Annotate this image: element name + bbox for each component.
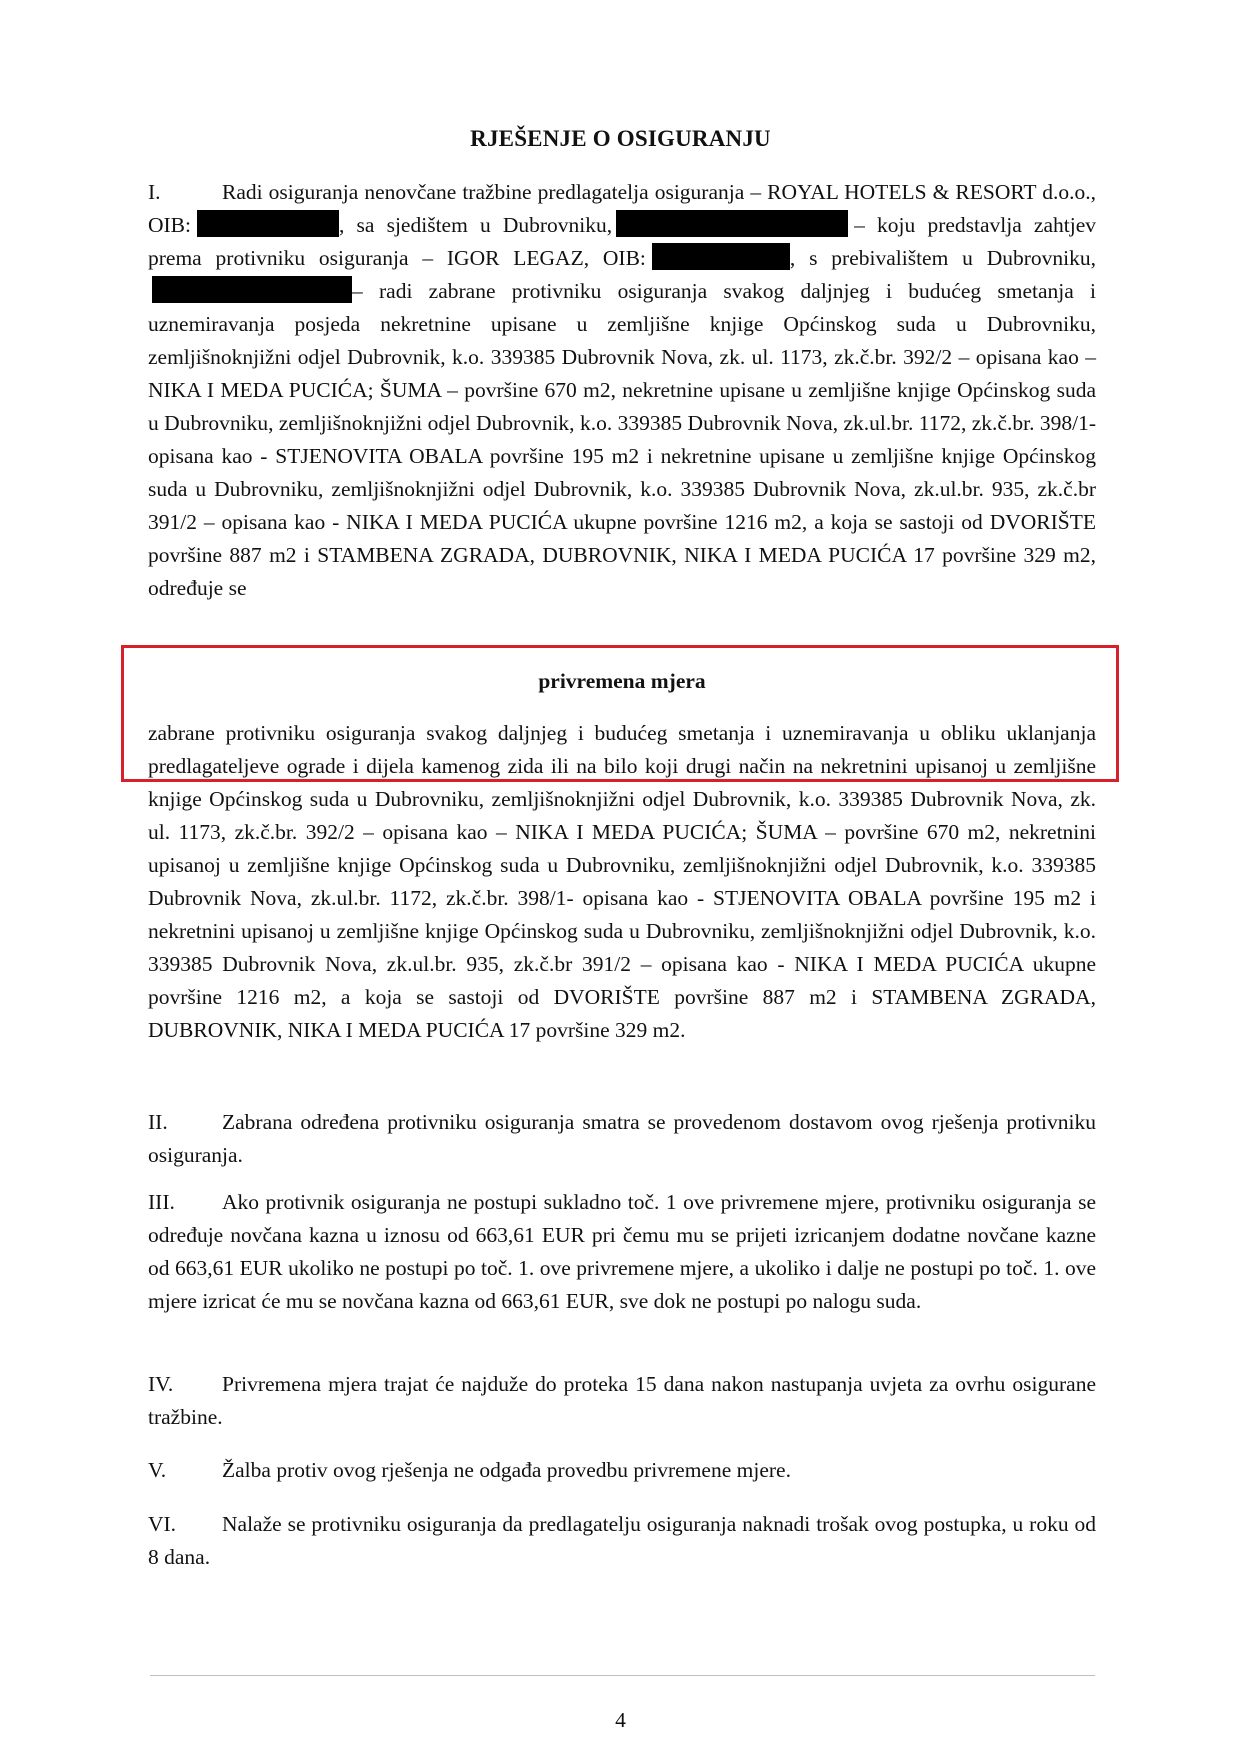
- section-1-text-d: , s prebivalištem u Dubrovniku,: [789, 246, 1096, 270]
- section-2-numeral: II.: [148, 1110, 168, 1134]
- document-title: RJEŠENJE O OSIGURANJU: [470, 126, 771, 151]
- redacted-address-2: [152, 276, 352, 303]
- measure-rest-text: upisanoj u zemljišne knjige Općinskog suda u Dubrovniku, zemljišnoknjižni odjel Dubrovnik, k.o. 339385 Dubrovnik Nova, zk. ul. 1173, zk.č.br. 392/2 – opisana kao – NIKA I MEDA PUCIĆA; ŠUMA – površine 670 m2, nekretnini upisanoj u zemljišne knjige Općinskog suda u Dubrovniku, zemljišnoknjižni odjel Dubrovnik, k.o. 339385 Dubrovnik Nova, zk.ul.br. 1172, zk.č.br. 398/1- opisana kao - STJENOVITA OBALA površine 195 m2 i nekretnini upisanoj u zemljišne knjige Općinskog suda u Dubrovniku, zemljišnoknjižni odjel Dubrovnik, k.o. 339385 Dubrovnik Nova, zk.ul.br. 935, zk.č.br 391/2 – opisana kao - NIKA I MEDA PUCIĆA ukupne površine 1216 m2, a koja se sastoji od DVORIŠTE površine 887 m2 i STAMBENA ZGRADA, DUBROVNIK, NIKA I MEDA PUCIĆA 17 površine 329 m2.: [148, 754, 1097, 1042]
- section-4-numeral: IV.: [148, 1372, 174, 1396]
- section-2-text: Zabrana određena protivniku osiguranja smatra se provedenom dostavom ovog rješenja protivniku osiguranja.: [148, 1110, 1096, 1167]
- section-1-intro: [148, 176, 1096, 605]
- section-5-text: Žalba protiv ovog rješenja ne odgađa provedbu privremene mjere.: [222, 1458, 791, 1482]
- page-number: 4: [615, 1708, 626, 1732]
- redacted-oib-2: [652, 243, 790, 270]
- measure-heading: privremena mjera: [538, 669, 706, 693]
- section-3-text: Ako protivnik osiguranja ne postupi sukladno toč. 1 ove privremene mjere, protivniku osiguranja se određuje novčana kazna u iznosu od 663,61 EUR pri čemu mu se prijeti izricanjem dodatne novčane kazne od 663,61 EUR ukoliko ne postupi po toč. 1. ove privremene mjere, a ukoliko i dalje ne postupi po toč. 1. ove mjere izricat će mu se novčana kazna od 663,61 EUR, sve dok ne postupi po nalogu suda.: [148, 1190, 1096, 1313]
- footer-divider: [150, 1675, 1095, 1676]
- section-1-text-e: – radi zabrane protivniku osiguranja svakog daljnjeg i budućeg smetanja i uznemiravanja posjeda nekretnine upisane u zemljišne knjige Općinskog suda u Dubrovniku, zemljišnoknjižni odjel Dubrovnik, k.o. 339385 Dubrovnik Nova, zk. ul. 1173, zk.č.br. 392/2 – opisana kao – NIKA I MEDA PUCIĆA; ŠUMA – površine 670 m2, nekretnine upisane u zemljišne knjige Općinskog suda u Dubrovniku, zemljišnoknjižni odjel Dubrovnik, k.o. 339385 Dubrovnik Nova, zk.ul.br. 1172, zk.č.br. 398/1- opisana kao - STJENOVITA OBALA površine 195 m2 i nekretnine upisane u zemljišne knjige Općinskog suda u Dubrovniku, zemljišnoknjižni odjel Dubrovnik, k.o. 339385 Dubrovnik Nova, zk.ul.br. 935, zk.č.br 391/2 – opisana kao - NIKA I MEDA PUCIĆA ukupne površine 1216 m2, a koja se sastoji od DVORIŠTE površine 887 m2 i STAMBENA ZGRADA, DUBROVNIK, NIKA I MEDA PUCIĆA 17 površine 329 m2, određuje se: [148, 279, 1096, 600]
- measure-text: [148, 717, 1096, 1047]
- section-1-numeral: I.: [148, 180, 161, 204]
- section-1-text-b: , sa sjedištem u Dubrovniku,: [339, 213, 613, 237]
- section-1-text-a: Radi osiguranja nenovčane tražbine predlagatelja osiguranja – ROYAL HOTELS & RESORT d.o.o., OIB:: [148, 180, 1096, 237]
- section-5: [148, 1454, 1096, 1487]
- section-6-text: Nalaže se protivniku osiguranja da predlagatelju osiguranja naknadi trošak ovog postupka, u roku od 8 dana.: [148, 1512, 1096, 1569]
- section-5-numeral: V.: [148, 1458, 167, 1482]
- measure-highlighted-text: zabrane protivniku osiguranja svakog daljnjeg i budućeg smetanja i uznemiravanja u obliku uklanjanja predlagateljeve ograde i dijela kamenog zida ili na bilo koji drugi način na nekretnini: [148, 721, 1096, 778]
- section-2: [148, 1106, 1096, 1172]
- redacted-address-1: [616, 210, 848, 237]
- section-3-numeral: III.: [148, 1190, 175, 1214]
- section-6: [148, 1508, 1096, 1574]
- section-4-text: Privremena mjera trajat će najduže do proteka 15 dana nakon nastupanja uvjeta za ovrhu osigurane tražbine.: [148, 1372, 1096, 1429]
- section-1-text-c: – koju predstavlja zahtjev prema protivniku osiguranja – IGOR LEGAZ, OIB:: [148, 213, 1096, 270]
- section-3: [148, 1186, 1096, 1318]
- redacted-oib-1: [197, 210, 339, 237]
- section-6-numeral: VI.: [148, 1512, 177, 1536]
- section-4: [148, 1368, 1096, 1434]
